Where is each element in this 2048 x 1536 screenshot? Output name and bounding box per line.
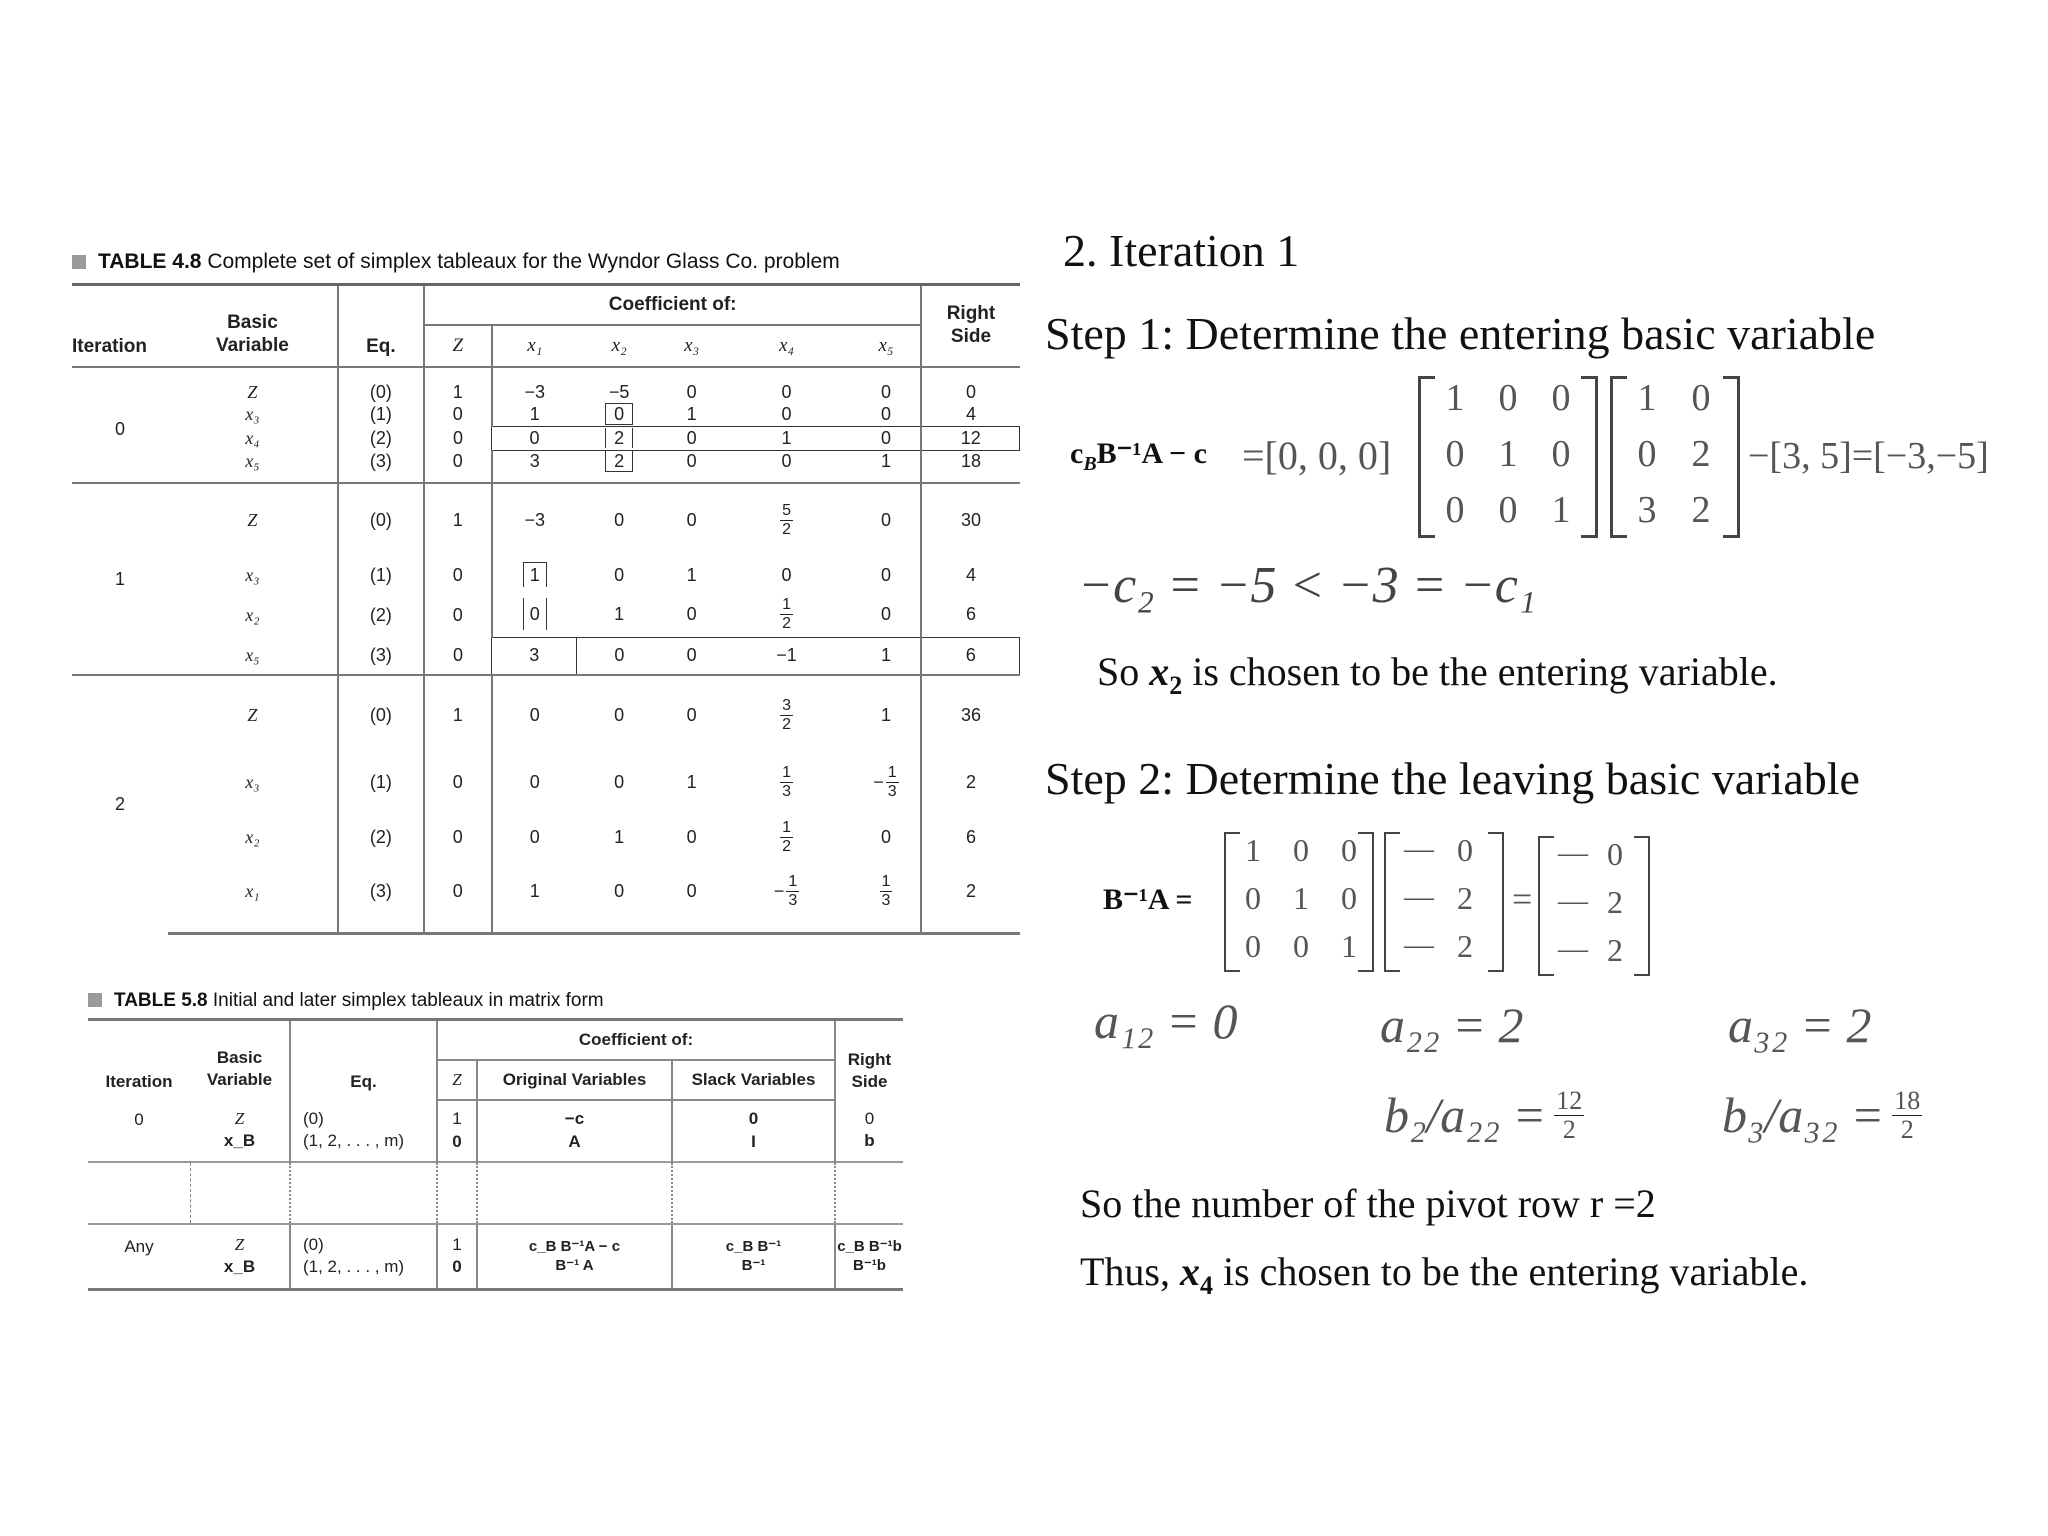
cell: 1	[492, 403, 577, 427]
basic-var: x₁	[168, 865, 338, 933]
result-vector: — 0 — 2 — 2	[1538, 836, 1650, 976]
cell: 3	[492, 451, 577, 484]
compare-inequality: −c₂ = −5 < −3 = −c₁	[1078, 557, 1536, 614]
t48-iteration-1: 1	[72, 483, 168, 675]
cell: 0	[781, 403, 792, 424]
cell: 1	[852, 675, 922, 755]
t58-header-original: Original Variables	[477, 1060, 672, 1100]
cell: 1	[686, 564, 697, 585]
t48-header-x5: x₅	[852, 325, 922, 367]
eq-label: (2)	[338, 810, 424, 865]
table58-caption: TABLE 5.8 Initial and later simplex tableaux in matrix form	[88, 990, 604, 1012]
table-row	[72, 865, 1020, 933]
t58-header-basic: Basic Variable	[190, 1020, 290, 1100]
column-vector: — 0 — 2 — 2	[1384, 832, 1504, 972]
basic-var: x₅	[245, 645, 260, 665]
cell: 0	[614, 564, 625, 585]
cell: 1 0	[437, 1224, 477, 1290]
t58-iteration-any: Any	[88, 1224, 190, 1290]
thus-x4-sentence: Thus, $x_4$ is chosen to be the entering variable.	[1080, 1249, 1809, 1300]
eq-label: (3)	[338, 865, 424, 933]
cell: 0	[662, 427, 722, 451]
a22-value: a₂₂ = 2	[1380, 997, 1524, 1053]
ratio-b3-a32: b₃/a₃₂ = $\frac{18}{2}$	[1722, 1085, 1921, 1144]
eq-label: (1)	[338, 755, 424, 810]
t58-header-right: Right Side	[835, 1020, 903, 1100]
ratio-b2-a22: b₂/a₂₂ = $\frac{12}{2}$	[1384, 1085, 1583, 1144]
t58-iteration-0: 0	[134, 1109, 144, 1129]
eq-label: (3)	[338, 451, 424, 484]
t48-iteration-0: 0	[72, 367, 168, 484]
cell: −3	[492, 367, 577, 403]
cell: 0	[686, 451, 697, 471]
iteration-title: 2. Iteration 1	[1063, 225, 1300, 276]
basic-var: x₂	[245, 604, 260, 625]
cell: 0	[424, 427, 492, 451]
cell: 2	[577, 427, 662, 451]
cell: 36	[921, 675, 1019, 755]
basic-var: Z x_B	[223, 1108, 256, 1150]
cell: 0	[852, 483, 922, 557]
cell: 2	[921, 755, 1019, 810]
t58-header-iteration: Iteration	[88, 1020, 190, 1100]
table-row	[72, 810, 1020, 865]
cell: 18	[921, 451, 1019, 484]
cell: c_B B⁻¹A − c B⁻¹ A	[477, 1224, 672, 1290]
cell: 2	[921, 865, 1019, 933]
cell: 0	[424, 557, 492, 593]
a12-value: a₁₂ = 0	[1094, 993, 1238, 1049]
eq-label: (2)	[338, 593, 424, 637]
cell: −1	[722, 637, 852, 675]
cell: 0	[424, 755, 492, 810]
cell: −5	[577, 367, 662, 403]
cell: 0	[781, 564, 792, 585]
cell: $\frac{1}{2}$	[782, 819, 791, 855]
cell: $\frac{1}{3}$	[782, 764, 791, 800]
square-bullet-icon	[88, 993, 102, 1007]
cell: 0	[424, 637, 492, 675]
cell: 1	[686, 403, 697, 424]
table-row	[88, 1224, 903, 1290]
eq-label: (0) (1, 2, . . . , m)	[290, 1100, 437, 1162]
cell: 0	[722, 367, 852, 403]
table48-caption: TABLE 4.8 Complete set of simplex tableaux for the Wyndor Glass Co. problem	[72, 250, 840, 274]
basic-var: x₃	[245, 404, 260, 424]
cell: 0	[424, 451, 492, 484]
cell: 0	[492, 675, 577, 755]
cell: 0	[577, 483, 662, 557]
cell: 0	[577, 865, 662, 933]
equation-Binv-A: B⁻¹A =	[1103, 883, 1193, 916]
step2-heading: Step 2: Determine the leaving basic variable	[1045, 753, 1860, 804]
t48-header-x4: x₄	[722, 325, 852, 367]
cell: 1	[852, 637, 922, 675]
cell: −c A	[477, 1100, 672, 1162]
cell: 1	[722, 427, 852, 451]
cell: 0	[662, 637, 722, 675]
t48-header-x3: x₃	[662, 325, 722, 367]
t48-header-x1: x₁	[492, 325, 577, 367]
t48-header-basic: Basic Variable	[168, 285, 338, 367]
table-row	[72, 403, 1020, 427]
table-row	[72, 637, 1020, 675]
basic-var: Z	[168, 483, 338, 557]
equation-cbBinvA: $c_BB^{-1}A - c$	[1070, 437, 1207, 475]
cell: 0	[492, 593, 577, 637]
table-row	[72, 483, 1020, 557]
cell: 1	[424, 483, 492, 557]
table-row	[72, 675, 1020, 755]
cell: 1	[424, 675, 492, 755]
cell: 1	[614, 604, 625, 625]
cell: 0	[492, 427, 577, 451]
basic-var: Z	[168, 675, 338, 755]
cell: c_B B⁻¹b B⁻¹b	[835, 1224, 903, 1290]
t58-header-z: Z	[437, 1060, 477, 1100]
t58-header-eq: Eq.	[290, 1020, 437, 1100]
t48-iteration-2: 2	[72, 675, 168, 933]
t48-header-iteration: Iteration	[72, 285, 168, 367]
basic-var: Z	[168, 367, 338, 403]
t58-header-slack: Slack Variables	[672, 1060, 835, 1100]
table-row	[72, 593, 1020, 637]
cell: 0	[880, 604, 891, 625]
a32-value: a₃₂ = 2	[1728, 997, 1872, 1053]
t48-header-coef: Coefficient of:	[424, 285, 922, 325]
cell: $\frac{3}{2}$	[722, 675, 852, 755]
t58-header-coef: Coefficient of:	[437, 1020, 835, 1060]
cell: 3	[492, 637, 577, 675]
matrix-a: 1 0 0 2 3 2	[1610, 376, 1740, 536]
cell: $\frac{1}{3}$	[852, 865, 922, 933]
cell: c_B B⁻¹ B⁻¹	[672, 1224, 835, 1290]
basic-var: x₄	[245, 428, 260, 448]
table-row	[72, 557, 1020, 593]
cell: 0	[577, 403, 662, 427]
cell: 0	[577, 675, 662, 755]
cell: 0	[852, 367, 922, 403]
row-vector-zero: =[0, 0, 0]	[1242, 433, 1392, 478]
eq-label: (1)	[338, 403, 424, 427]
table58	[88, 1018, 903, 1291]
cell: $\frac{1}{2}$	[782, 596, 791, 633]
cell: 0	[424, 593, 492, 637]
eq-label: (2)	[338, 427, 424, 451]
cell: 0	[424, 810, 492, 865]
t48-header-x2: x₂	[577, 325, 662, 367]
cell: 0	[880, 403, 891, 424]
eq-label: (0) (1, 2, . . . , m)	[290, 1224, 437, 1290]
cell: 1	[614, 827, 625, 847]
cell: 6	[921, 593, 1019, 637]
basic-var: x₅	[245, 450, 260, 471]
cell: 1	[880, 451, 891, 471]
square-bullet-icon	[72, 255, 86, 269]
cell: 0	[424, 403, 492, 427]
cell: 0	[424, 865, 492, 933]
cell: 2	[577, 451, 662, 484]
step1-heading: Step 1: Determine the entering basic variable	[1045, 308, 1876, 359]
cell: 4	[921, 403, 1019, 427]
cell: −3	[492, 483, 577, 557]
cell: 1	[424, 367, 492, 403]
table-row	[88, 1162, 903, 1224]
cell: 0	[852, 427, 922, 451]
cell: $\frac{5}{2}$	[722, 483, 852, 557]
table-row	[72, 451, 1020, 484]
wavy-separator	[190, 1162, 290, 1224]
pivot-row-sentence: So the number of the pivot row r =2	[1080, 1181, 1656, 1226]
equals-sign: =	[1512, 879, 1533, 919]
table48	[72, 283, 1020, 935]
eq-label: (3)	[338, 637, 424, 675]
cell: 0 I	[672, 1100, 835, 1162]
table-row	[72, 367, 1020, 403]
cell: 0	[662, 865, 722, 933]
basic-var: Z x_B	[190, 1224, 290, 1290]
cell: 0	[686, 604, 697, 625]
equation1-result: −[3, 5]=[−3,−5]	[1748, 435, 1989, 477]
cell: − $\frac{1}{3}$	[873, 764, 897, 800]
table-row	[88, 1100, 903, 1162]
t48-header-right: Right Side	[921, 285, 1019, 367]
cell: 4	[921, 557, 1019, 593]
eq-label: (0)	[338, 483, 424, 557]
cell: − $\frac{1}{3}$	[722, 865, 852, 933]
cell: 0	[921, 367, 1019, 403]
so-x2-sentence: So $x_2$ is chosen to be the entering variable.	[1097, 649, 1778, 700]
cell: 0	[880, 564, 891, 585]
eq-label: (1)	[338, 557, 424, 593]
cell: 1	[492, 557, 577, 593]
cell: 0	[662, 675, 722, 755]
cell: 0	[781, 451, 792, 471]
cell: 30	[921, 483, 1019, 557]
cell: 0	[686, 827, 697, 847]
identity-matrix: 1 0 0 0 1 0 0 0 1	[1418, 376, 1598, 536]
cell: 1 0	[437, 1100, 477, 1162]
basic-var: x₃	[245, 772, 260, 792]
basic-var: x₂	[245, 827, 260, 847]
cell: 6	[921, 637, 1019, 675]
cell: 1	[686, 772, 697, 792]
cell: 0	[492, 810, 577, 865]
eq-label: (0)	[338, 367, 424, 403]
cell: 1	[492, 865, 577, 933]
t48-header-eq: Eq.	[338, 285, 424, 367]
t48-header-z: Z	[424, 325, 492, 367]
cell: 0	[662, 367, 722, 403]
cell: 0 b	[835, 1100, 903, 1162]
table-row	[72, 427, 1020, 451]
cell: 0	[577, 637, 662, 675]
cell: 0	[492, 755, 577, 810]
cell: 0	[614, 772, 625, 792]
cell: 0	[662, 483, 722, 557]
cell: 0	[880, 827, 891, 847]
table-row	[72, 755, 1020, 810]
cell: 6	[921, 810, 1019, 865]
basic-var: x₃	[245, 564, 260, 585]
cell: 12	[921, 427, 1019, 451]
eq-label: (0)	[338, 675, 424, 755]
identity-matrix-2: 1 0 0 0 1 0 0 0 1	[1224, 832, 1374, 972]
